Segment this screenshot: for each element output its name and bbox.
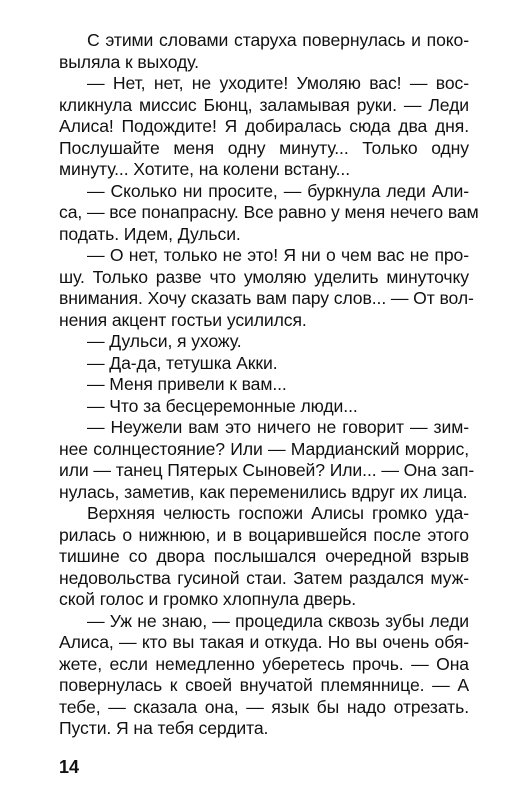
- text-line: выляла к выходу.: [59, 51, 199, 72]
- text-line: или — танец Пятерых Сыновей? Или... — Она зап-: [59, 460, 475, 480]
- text-line: — О нет, только не это! Я ни о чем вас не про-: [87, 245, 469, 265]
- text-line: — Неужели вам это ничего не говорит — зим-: [87, 417, 469, 437]
- text-line: минуту... Хотите, на колени встану...: [59, 159, 350, 179]
- text-line: Алиса, — кто вы такая и откуда. Но вы очень обя-: [59, 632, 469, 652]
- text-line: кликнула миссис Бюнц, заламывая руки. — Леди: [59, 94, 469, 115]
- text-line: подать. Идем, Дульси.: [59, 223, 241, 244]
- text-line: Пусти. Я на тебя сердита.: [59, 718, 269, 738]
- text-line: жете, если немедленно уберетесь прочь. — Она: [59, 653, 469, 674]
- text-line: тишине со двора послышался очередной взрыв: [59, 546, 469, 566]
- text-line: — Сколько ни просите, — буркнула леди Али-: [87, 180, 469, 201]
- text-line: — Да-да, тетушка Акки.: [87, 352, 278, 373]
- text-line: — Что за бесцеремонные люди...: [87, 395, 358, 416]
- text-line: рилась о нижнюю, и в воцарившейся после этого: [59, 524, 469, 545]
- book-page: [59, 30, 479, 777]
- text-line: внимания. Хочу сказать вам пару слов... — От вол-: [59, 288, 474, 308]
- text-line: тебе, — сказала она, — язык бы надо отрезать.: [59, 696, 469, 717]
- text-line: С этими словами старуха повернулась и поко-: [87, 30, 469, 50]
- text-line: Послушайте меня одну минуту... Только одну: [59, 137, 469, 158]
- text-line: — Уж не знаю, — процедила сквозь зубы леди: [87, 610, 469, 631]
- text-line: повернулась к своей внучатой племяннице. — А: [59, 675, 469, 695]
- text-line: ской голос и громко хлопнула дверь.: [59, 589, 357, 609]
- text-line: — Меня привели к вам...: [87, 374, 287, 394]
- text-block: [59, 30, 479, 740]
- text-line: — Дульси, я ухожу.: [87, 331, 242, 351]
- text-line: недовольства гусиной стаи. Затем раздался муж-: [59, 567, 469, 588]
- page-number: 14: [59, 757, 80, 777]
- text-line: нее солнцестояние? Или — Мардианский моррис,: [59, 438, 469, 459]
- text-line: — Нет, нет, не уходите! Умоляю вас! — вос-: [87, 73, 469, 93]
- text-line: Верхняя челюсть госпожи Алисы громко уда-: [87, 503, 469, 523]
- text-line: шу. Только разве что умоляю уделить минуточку: [59, 266, 469, 287]
- text-line: са, — все понапрасну. Все равно у меня нечего вам: [59, 202, 479, 222]
- text-line: Алиса! Подождите! Я добиралась сюда два дня.: [59, 116, 469, 136]
- text-line: нулась, заметив, как переменились вдруг их лица.: [59, 481, 468, 502]
- text-line: нения акцент гостьи усилился.: [59, 309, 307, 330]
